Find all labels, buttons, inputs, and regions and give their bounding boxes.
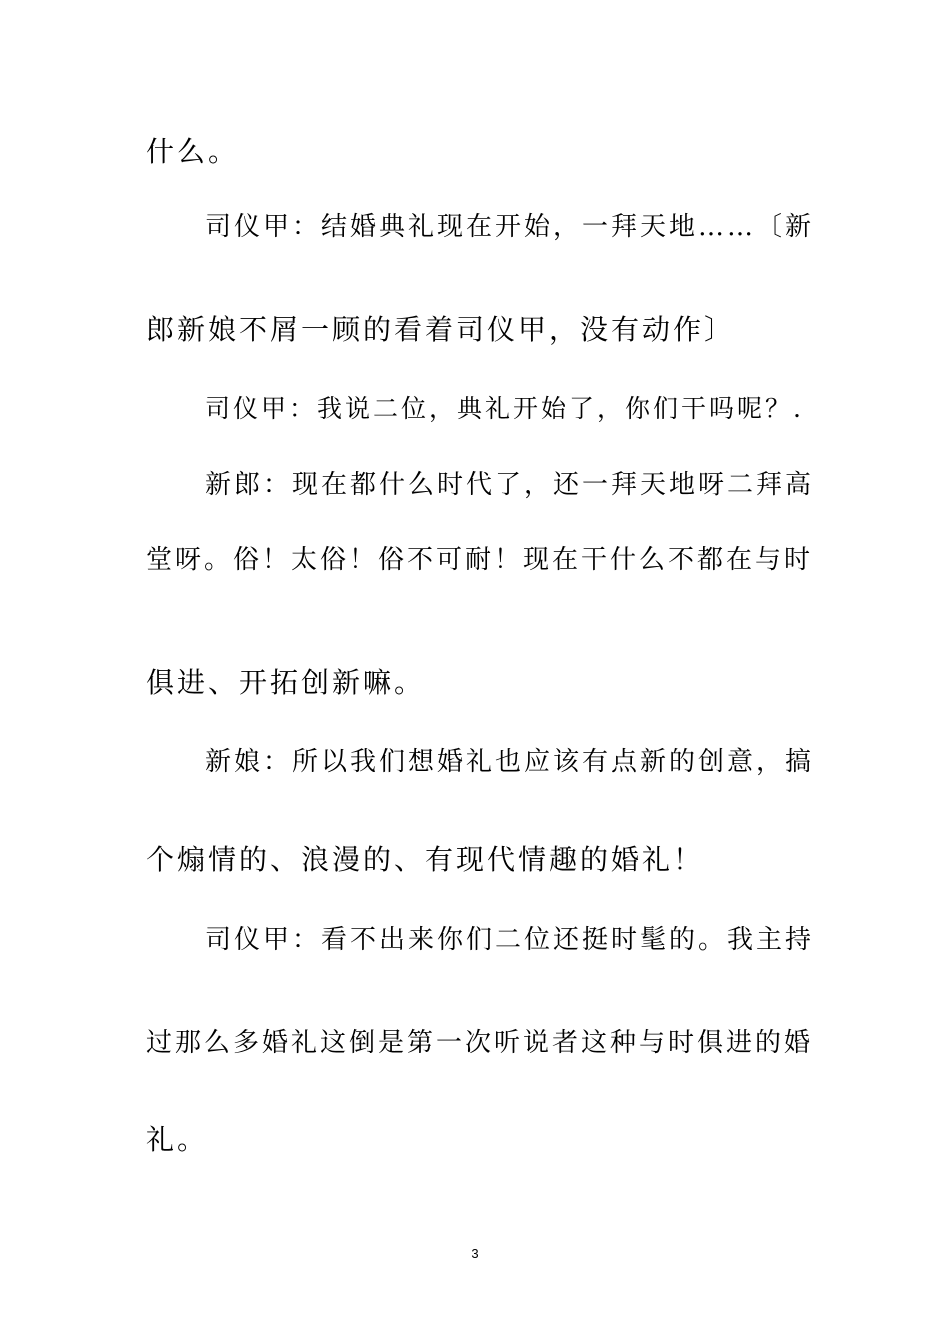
- text-line: 堂呀。俗！太俗！俗不可耐！现在干什么不都在与时: [146, 545, 814, 575]
- text-line: 郎新娘不屑一顾的看着司仪甲，没有动作〕: [146, 313, 736, 346]
- text-line: 司仪甲：结婚典礼现在开始，一拜天地……〔新: [205, 212, 815, 242]
- text-line: 新郎：现在都什么时代了，还一拜天地呀二拜高: [205, 470, 815, 500]
- text-line: 新娘：所以我们想婚礼也应该有点新的创意，搞: [205, 747, 815, 777]
- text-line: 什么。: [146, 135, 240, 168]
- text-line: 俱进、开拓创新嘛。: [146, 666, 426, 699]
- text-line: 过那么多婚礼这倒是第一次听说者这种与时俱进的婚: [146, 1028, 814, 1058]
- text-line: 个煽情的、浪漫的、有现代情趣的婚礼！: [146, 843, 705, 876]
- text-line: 礼。: [146, 1123, 209, 1156]
- page-number: 3: [471, 1246, 479, 1261]
- text-line: 司仪甲：看不出来你们二位还挺时髦的。我主持: [205, 925, 815, 955]
- text-line: 司仪甲：我说二位，典礼开始了，你们干吗呢？.: [205, 394, 804, 423]
